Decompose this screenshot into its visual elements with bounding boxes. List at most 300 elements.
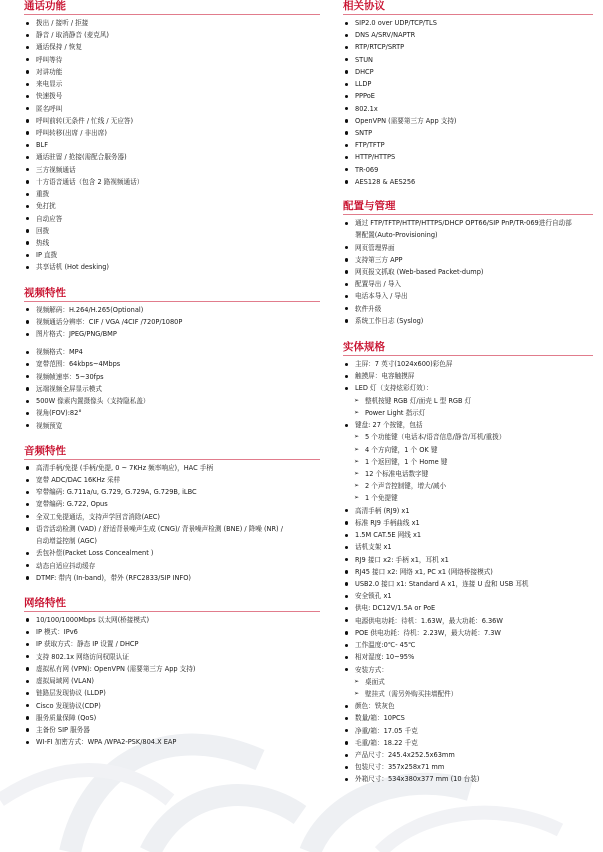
section-title-video: 视频特性 bbox=[24, 286, 66, 299]
bullet-icon bbox=[345, 595, 348, 598]
bullet-icon bbox=[26, 564, 29, 567]
bullet-icon bbox=[26, 387, 29, 390]
bullet-icon bbox=[345, 156, 348, 159]
list-item bbox=[24, 17, 320, 29]
list-item bbox=[343, 615, 593, 627]
list-item bbox=[24, 261, 320, 273]
arrow-bullet-icon: ➢ bbox=[354, 482, 360, 490]
section-title-audio: 音频特性 bbox=[24, 444, 66, 457]
bullet-icon bbox=[26, 491, 29, 494]
bullet-icon bbox=[26, 466, 29, 469]
list-item bbox=[24, 316, 320, 328]
list-item-text: 三方视频通话 bbox=[36, 165, 76, 174]
list-item-text: 重拨 bbox=[36, 190, 50, 199]
video-feature-list bbox=[24, 304, 320, 341]
list-item bbox=[24, 200, 320, 212]
bullet-icon bbox=[345, 607, 348, 610]
list-item bbox=[343, 17, 593, 29]
list-item-text: 十方语音通话（包含 2 路视频通话） bbox=[36, 177, 144, 186]
list-item bbox=[343, 176, 593, 188]
list-item-text: 包装尺寸：357x258x71 mm bbox=[355, 763, 445, 772]
list-item-text: HTTP/HTTPS bbox=[355, 153, 396, 162]
list-item bbox=[343, 627, 593, 639]
bullet-icon bbox=[345, 717, 348, 720]
list-item-text: 动态自适应抖动缓存 bbox=[36, 561, 96, 570]
protocol-list bbox=[343, 17, 593, 188]
list-item bbox=[24, 560, 286, 572]
list-item-text: 宽带编码: G.722, Opus bbox=[36, 500, 108, 509]
bullet-icon bbox=[345, 295, 348, 298]
bullet-icon bbox=[26, 107, 29, 110]
list-item-text: 5 个功能键（电话本/语音信息/静音/耳机/重拨） bbox=[365, 433, 506, 442]
bullet-icon bbox=[26, 254, 29, 257]
list-item-text: 电源供电功耗：待机：1.63W，最大功耗：6.36W bbox=[355, 616, 503, 625]
list-item-text: 1 个免提键 bbox=[365, 494, 398, 503]
section-divider bbox=[24, 14, 320, 15]
list-item-text: 快速拨号 bbox=[36, 92, 63, 101]
list-item-text: 主屏：7 英寸(1024x600)彩色屏 bbox=[355, 360, 453, 369]
arrow-bullet-icon: ➢ bbox=[354, 408, 360, 416]
bullet-icon bbox=[345, 270, 348, 273]
list-item bbox=[24, 675, 320, 687]
bullet-icon bbox=[345, 34, 348, 37]
list-item bbox=[24, 687, 320, 699]
list-item bbox=[24, 700, 320, 712]
arrow-bullet-icon: ➢ bbox=[354, 689, 360, 697]
bullet-icon bbox=[26, 144, 29, 147]
list-item-text: OpenVPN (需要第三方 App 支持) bbox=[355, 116, 457, 125]
list-item bbox=[24, 41, 320, 53]
section-divider bbox=[24, 611, 320, 612]
list-item-text: 呼叫前转(无条件 / 忙线 / 无应答) bbox=[36, 116, 134, 125]
list-item bbox=[343, 541, 593, 553]
bullet-icon bbox=[26, 58, 29, 61]
bullet-icon bbox=[345, 582, 348, 585]
list-item-text: 颜色：铁灰色 bbox=[355, 702, 395, 711]
bullet-icon bbox=[26, 631, 29, 634]
list-item-text: 来电显示 bbox=[36, 80, 63, 89]
list-item-text: 外箱尺寸：534x380x377 mm (10 台装) bbox=[355, 775, 480, 784]
list-item-text: 语音活动检测 (VAD) / 舒适背景噪声生成 (CNG)/ 背景噪声检测 (BNE) / 降噪 (NR) / 自动增益控制 (AGC) bbox=[36, 524, 283, 546]
bullet-icon bbox=[26, 95, 29, 98]
list-item bbox=[24, 176, 320, 188]
bullet-icon bbox=[345, 375, 348, 378]
list-item-text: 500W 像素内置摄像头（支持隐私盖） bbox=[36, 397, 150, 406]
list-item bbox=[24, 614, 320, 626]
list-item-text: 配置导出 / 导入 bbox=[355, 280, 401, 289]
bullet-icon bbox=[26, 34, 29, 37]
bullet-icon bbox=[26, 46, 29, 49]
list-item-text: 话机支架 x1 bbox=[355, 543, 392, 552]
list-item-text: TR-069 bbox=[355, 165, 379, 174]
list-item-text: 共享话机 (Hot desking) bbox=[36, 263, 109, 272]
list-item-text: 净重/箱：17.05 千克 bbox=[355, 726, 418, 735]
list-item bbox=[343, 358, 593, 370]
sub-list-item bbox=[343, 688, 593, 700]
bullet-icon bbox=[345, 283, 348, 286]
list-item-text: 通话驻留 / 抢接(需配合服务器) bbox=[36, 153, 127, 162]
list-item-text: RTP/RTCP/SRTP bbox=[355, 43, 405, 52]
list-item-text: 标准 RJ9 手柄曲线 x1 bbox=[355, 518, 420, 527]
section-call-features bbox=[24, 0, 320, 274]
bullet-icon bbox=[345, 22, 348, 25]
list-item bbox=[24, 29, 320, 41]
list-item bbox=[343, 217, 577, 241]
bullet-icon bbox=[26, 576, 29, 579]
config-list-rest bbox=[343, 242, 593, 328]
sub-list-item bbox=[343, 480, 593, 492]
list-item-text: Cisco 发现协议(CDP) bbox=[36, 701, 101, 710]
list-item-text: 丢包补偿(Packet Loss Concealment ) bbox=[36, 549, 154, 558]
bullet-icon bbox=[26, 180, 29, 183]
list-item-text: 拨出 / 接听 / 拒接 bbox=[36, 19, 89, 27]
list-item bbox=[24, 486, 286, 498]
bullet-icon bbox=[26, 229, 29, 232]
list-item-text: 10/100/1000Mbps 以太网(桥接模式) bbox=[36, 615, 150, 624]
audio-feature-list bbox=[24, 462, 320, 584]
section-divider bbox=[343, 14, 593, 15]
section-network-features bbox=[24, 597, 320, 748]
right-column bbox=[343, 0, 593, 786]
list-item bbox=[24, 127, 320, 139]
list-item-text: 视频格式：MP4 bbox=[36, 348, 83, 357]
sub-list-item bbox=[343, 407, 593, 419]
bullet-icon bbox=[345, 778, 348, 781]
list-item bbox=[24, 474, 286, 486]
bullet-icon bbox=[345, 705, 348, 708]
section-divider bbox=[24, 301, 320, 302]
bullet-icon bbox=[26, 193, 29, 196]
list-item-text: 视角(FOV):82° bbox=[36, 409, 82, 418]
list-item bbox=[343, 517, 593, 529]
list-item bbox=[343, 303, 593, 315]
list-item bbox=[343, 505, 593, 517]
bullet-icon bbox=[345, 222, 348, 225]
bullet-icon bbox=[345, 131, 348, 134]
list-item-text: 呼叫等待 bbox=[36, 55, 63, 64]
list-item-text: 热线 bbox=[36, 238, 50, 247]
bullet-icon bbox=[26, 351, 29, 354]
bullet-icon bbox=[26, 400, 29, 403]
list-item-text: POE 供电功耗：待机：2.23W，最大功耗：7.3W bbox=[355, 628, 501, 637]
list-item-text: DHCP bbox=[355, 67, 374, 76]
sub-list-item bbox=[343, 492, 593, 504]
list-item-text: 呼叫转移(出席 / 非出席) bbox=[36, 128, 107, 137]
list-item-text: PPPoE bbox=[355, 92, 375, 101]
bullet-icon bbox=[26, 131, 29, 134]
list-item-text: 虚拟局域网 (VLAN) bbox=[36, 677, 94, 686]
list-item-text: DNS A/SRV/NAPTR bbox=[355, 31, 416, 40]
list-item bbox=[24, 736, 320, 748]
list-item bbox=[24, 328, 320, 340]
list-item-text: 数量/箱：10PCS bbox=[355, 714, 405, 723]
list-item-text: SIP2.0 over UDP/TCP/TLS bbox=[355, 19, 437, 27]
list-item bbox=[343, 41, 593, 53]
arrow-bullet-icon: ➢ bbox=[354, 445, 360, 453]
sub-list-item bbox=[343, 468, 593, 480]
bullet-icon bbox=[345, 570, 348, 573]
bullet-icon bbox=[345, 619, 348, 622]
list-item bbox=[24, 66, 320, 78]
list-item-text: 图片格式：JPEG/PNG/BMP bbox=[36, 330, 117, 339]
bullet-icon bbox=[26, 308, 29, 311]
list-item bbox=[24, 420, 320, 432]
list-item bbox=[343, 639, 593, 651]
list-item-text: 1.5M CAT.5E 网线 x1 bbox=[355, 531, 422, 540]
bullet-icon bbox=[345, 729, 348, 732]
bullet-icon bbox=[345, 83, 348, 86]
list-item bbox=[24, 188, 320, 200]
list-item-text: 静音 / 取消静音 (麦克风) bbox=[36, 31, 109, 40]
list-item bbox=[24, 638, 320, 650]
list-item-text: DTMF: 带内 (In-band)，带外 (RFC2833/SIP INFO) bbox=[36, 573, 191, 582]
section-title-call: 通话功能 bbox=[24, 0, 66, 12]
bullet-icon bbox=[26, 83, 29, 86]
list-item bbox=[343, 54, 593, 66]
list-item-text: 毛重/箱：18.22 千克 bbox=[355, 738, 418, 747]
list-item-text: STUN bbox=[355, 55, 373, 64]
list-item-text: 触摸屏：电容触摸屏 bbox=[355, 372, 415, 381]
list-item bbox=[343, 749, 593, 761]
bullet-icon bbox=[26, 527, 29, 530]
list-item bbox=[24, 663, 320, 675]
list-item bbox=[24, 213, 320, 225]
list-item-text: 高清手柄/免提 (手柄/免提, 0 ~ 7KHz 频率响应)，HAC 手柄 bbox=[36, 463, 213, 472]
bullet-icon bbox=[26, 655, 29, 658]
list-item bbox=[343, 700, 593, 712]
list-item bbox=[343, 419, 593, 431]
list-item-text: 匿名呼叫 bbox=[36, 104, 63, 113]
bullet-icon bbox=[345, 180, 348, 183]
list-item-text: 供电: DC12V/1.5A or PoE bbox=[355, 604, 436, 613]
bullet-icon bbox=[26, 643, 29, 646]
spec-list bbox=[343, 358, 593, 786]
list-item bbox=[343, 554, 593, 566]
list-item bbox=[24, 164, 320, 176]
list-item-text: WI-FI 加密方式：WPA /WPA2-PSK/804.X EAP bbox=[36, 738, 177, 747]
bullet-icon bbox=[26, 217, 29, 220]
list-item bbox=[24, 346, 320, 358]
list-item-text: BLF bbox=[36, 141, 48, 150]
bullet-icon bbox=[345, 387, 348, 390]
bullet-icon bbox=[345, 70, 348, 73]
sub-list-item bbox=[343, 456, 593, 468]
list-item bbox=[343, 290, 593, 302]
list-item bbox=[343, 315, 593, 327]
list-item bbox=[343, 103, 593, 115]
list-item bbox=[343, 773, 593, 785]
list-item bbox=[24, 151, 320, 163]
list-item-text: LLDP bbox=[355, 80, 372, 89]
section-title-protocols: 相关协议 bbox=[343, 0, 385, 12]
bullet-icon bbox=[26, 320, 29, 323]
list-item-text: IP 获取方式：静态 IP 设置 / DHCP bbox=[36, 640, 139, 649]
list-item bbox=[343, 602, 593, 614]
list-item-text: 视频通话分辨率：CIF / VGA /4CIF /720P/1080P bbox=[36, 317, 183, 326]
bullet-icon bbox=[345, 107, 348, 110]
list-item-text: IP 模式：IPv6 bbox=[36, 628, 78, 637]
bullet-icon bbox=[26, 168, 29, 171]
list-item bbox=[24, 249, 320, 261]
arrow-bullet-icon: ➢ bbox=[354, 494, 360, 502]
list-item bbox=[24, 237, 320, 249]
list-item-text: 安装方式： bbox=[355, 665, 388, 674]
list-item bbox=[24, 139, 320, 151]
bullet-icon bbox=[345, 424, 348, 427]
list-item-text: 1 个返回键，1 个 Home 键 bbox=[365, 457, 448, 466]
list-item-text: 壁挂式（需另外购买挂墙配件） bbox=[365, 689, 458, 698]
bullet-icon bbox=[26, 552, 29, 555]
list-item-text: 视频解码：H.264/H.265(Optional) bbox=[36, 305, 144, 314]
list-item bbox=[24, 572, 286, 584]
bullet-icon bbox=[345, 307, 348, 310]
list-item bbox=[343, 529, 593, 541]
list-item bbox=[343, 127, 593, 139]
bullet-icon bbox=[26, 375, 29, 378]
bullet-icon bbox=[26, 363, 29, 366]
list-item bbox=[24, 304, 320, 316]
sub-list-item bbox=[343, 431, 593, 443]
list-item-text: 虚拟私有网 (VPN): OpenVPN (需要第三方 App 支持) bbox=[36, 664, 196, 673]
bullet-icon bbox=[345, 546, 348, 549]
list-item bbox=[24, 54, 320, 66]
bullet-icon bbox=[26, 424, 29, 427]
list-item-text: 网页管理界面 bbox=[355, 243, 395, 252]
list-item bbox=[343, 115, 593, 127]
arrow-bullet-icon: ➢ bbox=[354, 457, 360, 465]
list-item-text: 网页报文抓取 (Web-based Packet-dump) bbox=[355, 267, 484, 276]
section-physical-specs bbox=[343, 341, 593, 786]
list-item-text: 安全锁孔 x1 bbox=[355, 592, 392, 601]
bullet-icon bbox=[26, 205, 29, 208]
list-item-text: 服务质量保障 (QoS) bbox=[36, 713, 97, 722]
bullet-icon bbox=[26, 692, 29, 695]
list-item-text: 宽带 ADC/DAC 16KHz 采样 bbox=[36, 476, 121, 484]
bullet-icon bbox=[345, 644, 348, 647]
bullet-icon bbox=[26, 266, 29, 269]
list-item-text: 产品尺寸：245.4x252.5x63mm bbox=[355, 751, 455, 760]
bullet-icon bbox=[26, 741, 29, 744]
list-item bbox=[343, 651, 593, 663]
bullet-icon bbox=[345, 766, 348, 769]
list-item bbox=[24, 90, 320, 102]
list-item-text: 软件升级 bbox=[355, 304, 382, 313]
sub-list-item bbox=[343, 395, 593, 407]
list-item-text: 远端视频全屏显示模式 bbox=[36, 384, 102, 393]
bullet-icon bbox=[26, 503, 29, 506]
list-item-text: 系统工作日志 (Syslog) bbox=[355, 316, 424, 325]
network-feature-list bbox=[24, 614, 320, 748]
arrow-bullet-icon: ➢ bbox=[354, 396, 360, 404]
list-item-text: 支持第三方 APP bbox=[355, 255, 403, 264]
list-item-text: LED 灯（支持炫彩灯效）： bbox=[355, 384, 433, 393]
section-audio-features bbox=[24, 445, 320, 584]
bullet-icon bbox=[26, 515, 29, 518]
bullet-icon bbox=[26, 333, 29, 336]
bullet-icon bbox=[345, 58, 348, 61]
list-item-text: SNTP bbox=[355, 128, 373, 137]
bullet-icon bbox=[26, 156, 29, 159]
list-item bbox=[343, 578, 593, 590]
list-item bbox=[24, 358, 320, 370]
bullet-icon bbox=[345, 144, 348, 147]
list-item-text: Power Light 指示灯 bbox=[365, 408, 426, 417]
list-item-text: 窄带编码: G.711a/u, G.729, G.729A, G.729B, iLBC bbox=[36, 488, 197, 497]
arrow-bullet-icon: ➢ bbox=[354, 470, 360, 477]
list-item bbox=[24, 651, 320, 663]
bullet-icon bbox=[345, 754, 348, 757]
list-item bbox=[343, 139, 593, 151]
section-protocols bbox=[343, 0, 593, 188]
list-item bbox=[24, 103, 320, 115]
list-item bbox=[343, 590, 593, 602]
list-item-text: RJ9 接口 x2: 手柄 x1，耳机 x1 bbox=[355, 555, 449, 564]
sub-list-item bbox=[343, 676, 593, 688]
bullet-icon bbox=[26, 22, 29, 25]
list-item-text: 宽带范围：64kbps~4Mbps bbox=[36, 360, 121, 369]
list-item-text: 12 个标准电话数字键 bbox=[365, 470, 429, 478]
arrow-bullet-icon: ➢ bbox=[354, 433, 360, 441]
list-item-text: 高清手柄 (RJ9) x1 bbox=[355, 506, 410, 515]
list-item bbox=[24, 547, 286, 559]
list-item-text: 工作温度:0℃- 45℃ bbox=[355, 641, 416, 650]
list-item bbox=[343, 242, 593, 254]
list-item-text: 桌面式 bbox=[365, 677, 385, 686]
left-column bbox=[24, 0, 320, 748]
list-item bbox=[24, 498, 286, 510]
list-item-text: 回拨 bbox=[36, 226, 50, 235]
bullet-icon bbox=[345, 119, 348, 122]
list-item-text: 自动应答 bbox=[36, 214, 63, 223]
list-item-text: AES128 & AES256 bbox=[355, 177, 416, 186]
call-feature-list bbox=[24, 17, 320, 274]
sub-list-item bbox=[343, 444, 593, 456]
bullet-icon bbox=[345, 534, 348, 537]
list-item bbox=[343, 382, 593, 394]
list-item bbox=[343, 266, 593, 278]
list-item-text: 免打扰 bbox=[36, 202, 56, 211]
list-item bbox=[343, 29, 593, 41]
list-item bbox=[343, 370, 593, 382]
list-item-text: 对讲功能 bbox=[36, 67, 63, 76]
list-item-text: 视频帧速率：5~30fps bbox=[36, 372, 104, 381]
bullet-icon bbox=[345, 95, 348, 98]
list-item bbox=[343, 664, 593, 676]
bullet-icon bbox=[26, 667, 29, 670]
list-item bbox=[343, 737, 593, 749]
bullet-icon bbox=[26, 728, 29, 731]
list-item bbox=[24, 395, 320, 407]
list-item bbox=[24, 511, 286, 523]
list-item-text: FTP/TFTP bbox=[355, 141, 385, 150]
list-item bbox=[24, 724, 320, 736]
list-item bbox=[24, 523, 286, 547]
bullet-icon bbox=[345, 246, 348, 249]
list-item-text: 相对湿度: 10~95% bbox=[355, 653, 415, 662]
list-item-text: 支持 802.1x 网络访问权限认证 bbox=[36, 652, 129, 661]
section-video-features bbox=[24, 287, 320, 432]
list-item-text: USB2.0 接口 x1: Standard A x1，连接 U 盘和 USB 耳机 bbox=[355, 579, 529, 588]
bullet-icon bbox=[26, 241, 29, 244]
list-item bbox=[24, 225, 320, 237]
list-item-text: 视频预览 bbox=[36, 421, 63, 430]
bullet-icon bbox=[26, 70, 29, 73]
bullet-icon bbox=[345, 558, 348, 561]
bullet-icon bbox=[26, 618, 29, 621]
list-item bbox=[343, 78, 593, 90]
list-item bbox=[343, 90, 593, 102]
list-item bbox=[343, 712, 593, 724]
